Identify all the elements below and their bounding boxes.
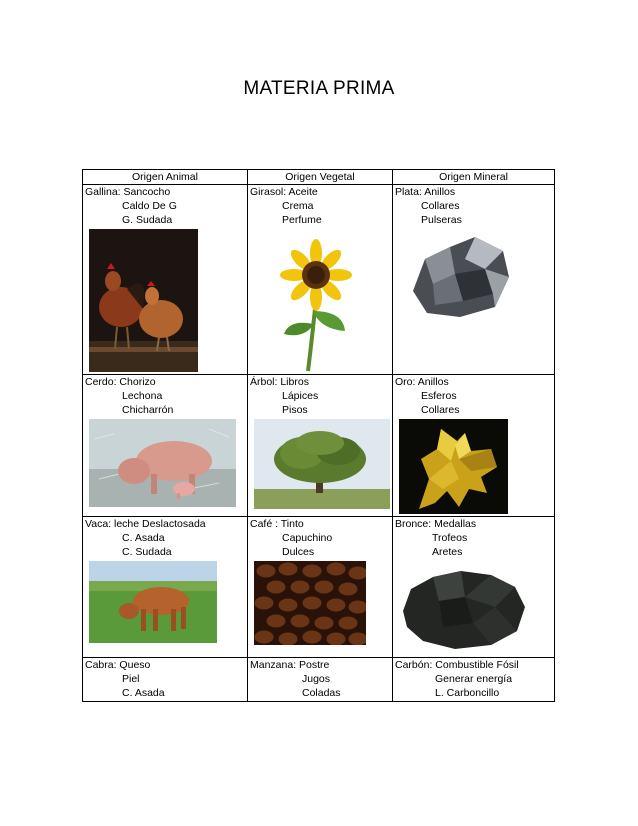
table-cell (393, 185, 555, 375)
cell-item: Chicharrón (122, 404, 174, 416)
cell-item: Capuchino (282, 532, 333, 544)
cell-item: Lápices (282, 390, 319, 402)
cell-item: G. Sudada (122, 214, 173, 226)
table-cell (248, 375, 393, 517)
raw-materials-table (82, 169, 555, 702)
cell-heading: Girasol: Aceite (250, 186, 318, 198)
cell-item: Pisos (282, 404, 308, 416)
cell-heading: Gallina: Sancocho (85, 186, 171, 198)
pig-photo (89, 419, 236, 507)
cell-heading: Café : Tinto (250, 518, 304, 530)
column-header-animal: Origen Animal (83, 170, 248, 185)
cell-item: Jugos (302, 673, 331, 685)
cell-heading: Manzana: Postre (250, 659, 330, 671)
cow-photo (89, 561, 217, 643)
cell-item: Lechona (122, 390, 163, 402)
cell-item: Caldo De G (122, 200, 177, 212)
cell-heading: Vaca: leche Deslactosada (85, 518, 206, 530)
cell-item: Coladas (302, 687, 341, 699)
bronze-ore-photo (399, 561, 529, 651)
cell-item: Aretes (432, 546, 463, 558)
coffee-beans-photo (254, 561, 366, 645)
table-cell (248, 185, 393, 375)
table-cell (393, 375, 555, 517)
cell-heading: Árbol: Libros (250, 376, 309, 388)
cell-heading: Bronce: Medallas (395, 518, 477, 530)
table-row (83, 375, 555, 517)
table-cell (393, 658, 555, 702)
tree-photo (254, 419, 390, 509)
cell-item: Dulces (282, 546, 315, 558)
table-header-row (83, 170, 555, 185)
cell-item: Perfume (282, 214, 322, 226)
table-cell (83, 375, 248, 517)
cell-item: L. Carboncillo (435, 687, 500, 699)
cell-heading: Oro: Anillos (395, 376, 449, 388)
cell-item: Collares (421, 200, 460, 212)
cell-item: Piel (122, 673, 140, 685)
cell-item: C. Sudada (122, 546, 172, 558)
cell-item: C. Asada (122, 687, 165, 699)
cell-item: Trofeos (432, 532, 468, 544)
cell-heading: Carbón: Combustible Fósil (395, 659, 519, 671)
table-cell (83, 185, 248, 375)
cell-heading: Cabra: Queso (85, 659, 151, 671)
gold-nugget-photo (399, 419, 508, 514)
hens-photo (89, 229, 198, 372)
cell-item: Collares (421, 404, 460, 416)
table-cell (83, 658, 248, 702)
cell-item: C. Asada (122, 532, 165, 544)
column-header-mineral: Origen Mineral (393, 170, 555, 185)
sunflower-photo (264, 229, 369, 372)
silver-ore-photo (405, 229, 517, 324)
table-row (83, 517, 555, 658)
cell-item: Crema (282, 200, 314, 212)
table-cell (248, 517, 393, 658)
cell-item: Generar energía (435, 673, 513, 685)
table-row (83, 658, 555, 702)
cell-item: Pulseras (421, 214, 462, 226)
table-cell (248, 658, 393, 702)
page-title: MATERIA PRIMA (243, 78, 395, 99)
cell-heading: Cerdo: Chorizo (85, 376, 156, 388)
table-cell (393, 517, 555, 658)
table-cell (83, 517, 248, 658)
cell-item: Esferos (421, 390, 457, 402)
column-header-vegetal: Origen Vegetal (248, 170, 393, 185)
cell-heading: Plata: Anillos (395, 186, 456, 198)
table-row (83, 185, 555, 375)
